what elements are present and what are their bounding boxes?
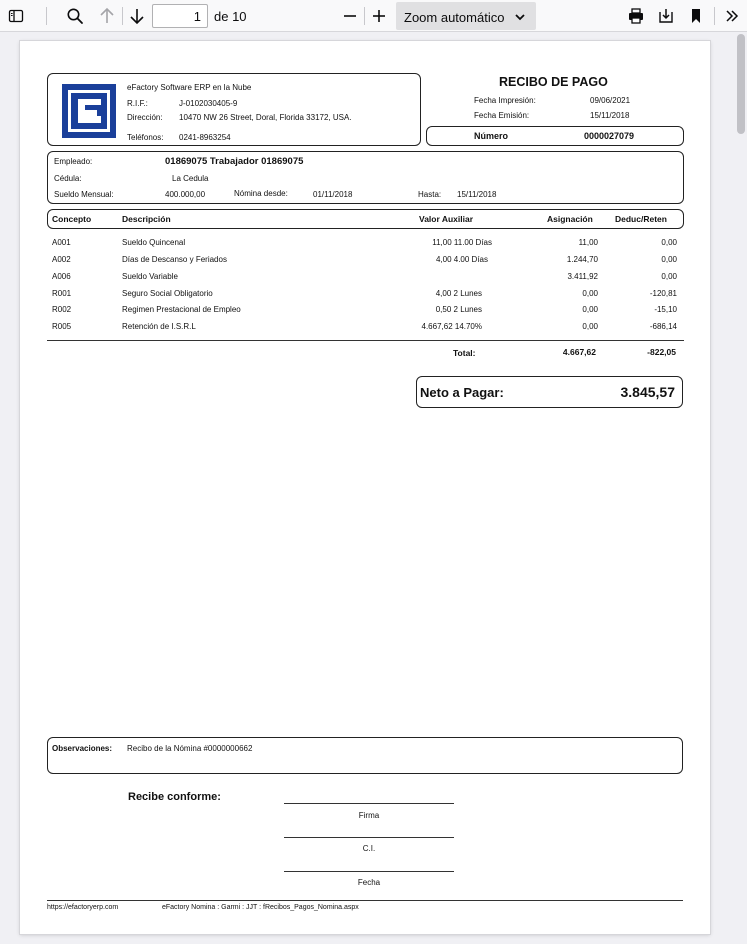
print-date-label: Fecha Impresión: — [474, 96, 536, 105]
received-title: Recibe conforme: — [128, 791, 221, 803]
row-concept: A001 — [52, 238, 71, 247]
double-chevron-right-icon[interactable] — [720, 4, 744, 28]
issue-date-value: 15/11/2018 — [590, 111, 630, 120]
employee-box — [47, 151, 684, 204]
toolbar-separator — [122, 7, 123, 25]
row-deduct: 0,00 — [661, 272, 677, 281]
header-concept: Concepto — [52, 214, 92, 224]
total-assign: 4.667,62 — [562, 347, 596, 357]
date-line — [284, 871, 454, 872]
row-deduct: -686,14 — [649, 322, 677, 331]
net-pay-label: Neto a Pagar: — [420, 385, 504, 400]
footer-info: eFactory Nomina : Garmi : JJT : fRecibos_Pagos_Nomina.aspx — [162, 904, 359, 911]
row-assign: 0,00 — [582, 322, 598, 331]
row-assign: 0,00 — [582, 289, 598, 298]
phone-value: 0241-8963254 — [179, 133, 231, 142]
phone-label: Teléfonos: — [127, 133, 164, 142]
receipt-title: RECIBO DE PAGO — [499, 75, 608, 89]
row-assign: 11,00 — [578, 238, 598, 247]
toolbar-separator — [364, 7, 365, 25]
page-number-input[interactable] — [152, 4, 208, 28]
row-assign: 0,00 — [582, 305, 598, 314]
table-divider — [47, 340, 684, 341]
search-icon[interactable] — [63, 4, 87, 28]
header-aux: Valor Auxiliar — [419, 214, 474, 224]
salary-value: 400.000,00 — [165, 190, 206, 199]
toolbar-separator — [46, 7, 47, 25]
row-description: Sueldo Variable — [122, 272, 178, 281]
row-assign: 1.244,70 — [566, 255, 598, 264]
payroll-from-value: 01/11/2018 — [313, 190, 353, 199]
scrollbar-thumb[interactable] — [737, 34, 745, 134]
print-date-value: 09/06/2021 — [590, 96, 631, 105]
pdf-toolbar — [0, 0, 747, 32]
employee-label: Empleado: — [54, 157, 93, 166]
observations-label: Observaciones: — [52, 744, 113, 753]
bookmark-icon[interactable] — [684, 4, 708, 28]
row-description: Regimen Prestacional de Empleo — [122, 305, 241, 314]
row-aux: 11,00 11.00 Días — [432, 238, 492, 247]
footer-url: https://efactoryerp.com — [47, 904, 119, 911]
sidebar-toggle-icon[interactable] — [4, 4, 28, 28]
salary-label: Sueldo Mensual: — [54, 190, 114, 199]
receipt-number-value: 0000027079 — [584, 131, 635, 141]
row-description: Retención de I.S.R.L — [122, 322, 196, 331]
plus-icon[interactable] — [367, 4, 391, 28]
ci-label: C.I. — [362, 844, 376, 853]
row-description: Días de Descanso y Feriados — [122, 255, 227, 264]
row-concept: R005 — [52, 322, 72, 331]
row-aux: 4,00 2 Lunes — [435, 289, 482, 298]
header-description: Descripción — [122, 214, 171, 224]
pdf-page — [20, 41, 710, 934]
row-deduct: 0,00 — [661, 238, 677, 247]
company-logo — [62, 84, 116, 140]
arrow-up-icon[interactable] — [95, 4, 119, 28]
save-icon[interactable] — [654, 4, 678, 28]
until-label: Hasta: — [418, 190, 442, 199]
total-deduct: -822,05 — [647, 347, 676, 357]
toolbar-separator — [714, 7, 715, 25]
header-assign: Asignación — [547, 214, 593, 224]
fecha-label: Fecha — [357, 878, 381, 887]
receipt-number-box — [426, 126, 684, 146]
row-aux: 4,00 4.00 Días — [435, 255, 488, 264]
firma-label: Firma — [358, 811, 380, 820]
ci-line — [284, 837, 454, 838]
receipt-number-label: Número — [474, 131, 509, 141]
row-description: Sueldo Quincenal — [122, 238, 186, 247]
row-aux: 0,50 2 Lunes — [435, 305, 482, 314]
employee-value: 01869075 Trabajador 01869075 — [165, 156, 304, 167]
total-label: Total: — [453, 348, 476, 358]
address-value: 10470 NW 26 Street, Doral, Florida 33172, USA. — [179, 113, 352, 122]
rif-label: R.I.F.: — [127, 99, 148, 108]
id-value: La Cedula — [172, 174, 209, 183]
issue-date-label: Fecha Emisión: — [474, 111, 530, 120]
until-value: 15/11/2018 — [457, 190, 497, 199]
row-deduct: -120,81 — [649, 289, 677, 298]
row-description: Seguro Social Obligatorio — [122, 289, 213, 298]
id-label: Cédula: — [54, 174, 82, 183]
arrow-down-icon[interactable] — [125, 4, 149, 28]
zoom-value: Zoom automático — [404, 10, 505, 25]
observations-box — [47, 737, 683, 774]
company-name: eFactory Software ERP en la Nube — [127, 83, 252, 92]
row-deduct: -15,10 — [654, 305, 677, 314]
row-assign: 3.411,92 — [567, 272, 598, 281]
net-pay-value: 3.845,57 — [620, 384, 675, 400]
header-deduct: Deduc/Reten — [615, 214, 667, 224]
minus-icon[interactable] — [338, 4, 362, 28]
row-aux: 4.667,62 14.70% — [421, 322, 482, 331]
row-concept: R001 — [52, 289, 72, 298]
signature-line — [284, 803, 454, 804]
payroll-from-label: Nómina desde: — [234, 189, 288, 198]
zoom-select[interactable] — [396, 2, 536, 30]
row-concept: R002 — [52, 305, 72, 314]
printer-icon[interactable] — [624, 4, 648, 28]
observations-text: Recibo de la Nómina #0000000662 — [127, 744, 253, 753]
address-label: Dirección: — [127, 113, 163, 122]
page-count: de 10 — [214, 9, 247, 24]
rif-value: J-0102030405-9 — [179, 99, 238, 108]
row-deduct: 0,00 — [661, 255, 677, 264]
footer-divider — [47, 900, 683, 901]
chevron-down-icon — [514, 11, 526, 26]
row-concept: A002 — [52, 255, 71, 264]
row-concept: A006 — [52, 272, 71, 281]
scrollbar-track[interactable] — [733, 32, 747, 944]
